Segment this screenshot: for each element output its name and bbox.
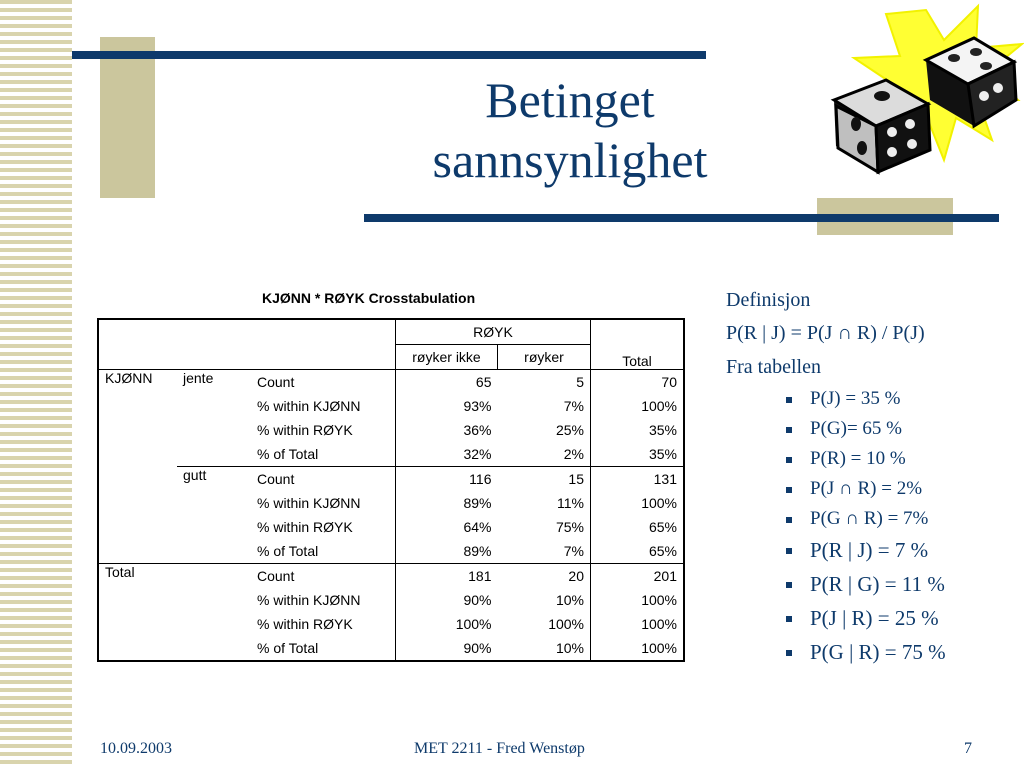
cell: 90% <box>396 588 498 612</box>
cell: 15 <box>498 467 591 492</box>
cell: 89% <box>396 539 498 564</box>
table-row <box>98 418 684 442</box>
cell: 64% <box>396 515 498 539</box>
footer-date: 10.09.2003 <box>100 740 172 757</box>
cell: 90% <box>396 636 498 661</box>
cell: 181 <box>396 564 498 589</box>
cell: 10% <box>555 592 584 608</box>
cell: 11% <box>557 495 584 511</box>
stat-label: % within KJØNN <box>257 398 361 414</box>
probability-list <box>786 388 946 674</box>
cell: 25% <box>555 422 584 438</box>
table-row <box>98 394 684 418</box>
cell: 65% <box>591 515 685 539</box>
cell: 100% <box>591 588 685 612</box>
cell: 131 <box>591 467 685 492</box>
decorative-line-top <box>72 51 706 59</box>
cell: 65% <box>591 539 685 564</box>
definition-heading: Definisjon <box>726 289 811 311</box>
cell: 36% <box>396 418 498 442</box>
cell: 10% <box>555 640 584 656</box>
from-table-heading: Fra tabellen <box>726 356 821 378</box>
cell: 32% <box>396 442 498 467</box>
col-header-ikke: røyker ikke <box>396 345 498 370</box>
cell: 100% <box>591 636 685 661</box>
list-item: P(J) = 35 % <box>786 388 946 418</box>
decorative-line-bottom <box>364 214 999 222</box>
stat-label: Count <box>251 467 396 492</box>
row-var-label: KJØNN <box>105 370 153 386</box>
table-row <box>98 515 684 539</box>
cell: 100% <box>591 612 685 636</box>
stat-label: Count <box>257 374 295 390</box>
title-line-2: sannsynlighet <box>432 132 708 188</box>
cell: 70 <box>591 370 685 395</box>
stat-label: % within RØYK <box>257 616 353 632</box>
table-row <box>98 539 684 564</box>
header-row-1 <box>98 319 684 345</box>
table-row <box>98 467 684 492</box>
cell: 100% <box>396 612 498 636</box>
definition-formula: P(R | J) = P(J ∩ R) / P(J) <box>726 322 925 344</box>
table-row <box>98 636 684 661</box>
group-label: gutt <box>177 467 251 492</box>
cell: 35% <box>591 418 685 442</box>
table-row <box>98 442 684 467</box>
stat-label: % within RØYK <box>257 422 353 438</box>
table-row <box>98 564 684 589</box>
list-item: P(J ∩ R) = 2% <box>786 478 946 508</box>
group-label: Total <box>105 564 135 580</box>
stat-label: Count <box>257 568 295 584</box>
table-row <box>98 588 684 612</box>
cell: 100% <box>548 616 584 632</box>
cell: 20 <box>568 568 584 584</box>
group-label: jente <box>183 370 214 386</box>
cell: 35% <box>591 442 685 467</box>
cell: 65 <box>396 370 498 395</box>
stat-label: % within KJØNN <box>257 495 361 511</box>
list-item: P(G)= 65 % <box>786 418 946 448</box>
footer-page-number: 7 <box>964 740 972 757</box>
cell: 100% <box>591 394 685 418</box>
crosstab-title: KJØNN * RØYK Crosstabulation <box>262 290 476 306</box>
list-item: P(R | G) = 11 % <box>786 572 946 606</box>
footer-course: MET 2211 - Fred Wenstøp <box>414 740 585 757</box>
table-row <box>98 491 684 515</box>
table-row <box>98 370 684 395</box>
stat-label: % of Total <box>257 543 319 559</box>
cell: 5 <box>576 374 584 390</box>
cell: 89% <box>396 491 498 515</box>
list-item: P(G | R) = 75 % <box>786 640 946 674</box>
col-header-royker: røyker <box>498 345 591 370</box>
dice-icon <box>826 0 1024 185</box>
stat-label: % within RØYK <box>257 519 353 535</box>
cell: 7% <box>563 543 584 559</box>
title-line-1: Betinget <box>485 72 655 128</box>
list-item: P(J | R) = 25 % <box>786 606 946 640</box>
cell: 100% <box>591 491 685 515</box>
decorative-stripes <box>0 0 72 768</box>
cell: 93% <box>396 394 498 418</box>
cell: 2% <box>563 446 584 462</box>
stat-label: % of Total <box>257 640 319 656</box>
cell: 201 <box>591 564 685 589</box>
crosstab-table <box>97 318 685 662</box>
slide-title <box>380 70 760 190</box>
list-item: P(G ∩ R) = 7% <box>786 508 946 538</box>
stat-label: % within KJØNN <box>257 592 361 608</box>
group-header: RØYK <box>396 319 591 345</box>
list-item: P(R | J) = 7 % <box>786 538 946 572</box>
decorative-block-left <box>100 37 155 198</box>
table-row <box>98 612 684 636</box>
list-item: P(R) = 10 % <box>786 448 946 478</box>
stat-label: % of Total <box>257 446 319 462</box>
col-header-total: Total <box>591 319 685 370</box>
cell: 75% <box>555 519 584 535</box>
cell: 116 <box>396 467 498 492</box>
cell: 7% <box>563 398 584 414</box>
